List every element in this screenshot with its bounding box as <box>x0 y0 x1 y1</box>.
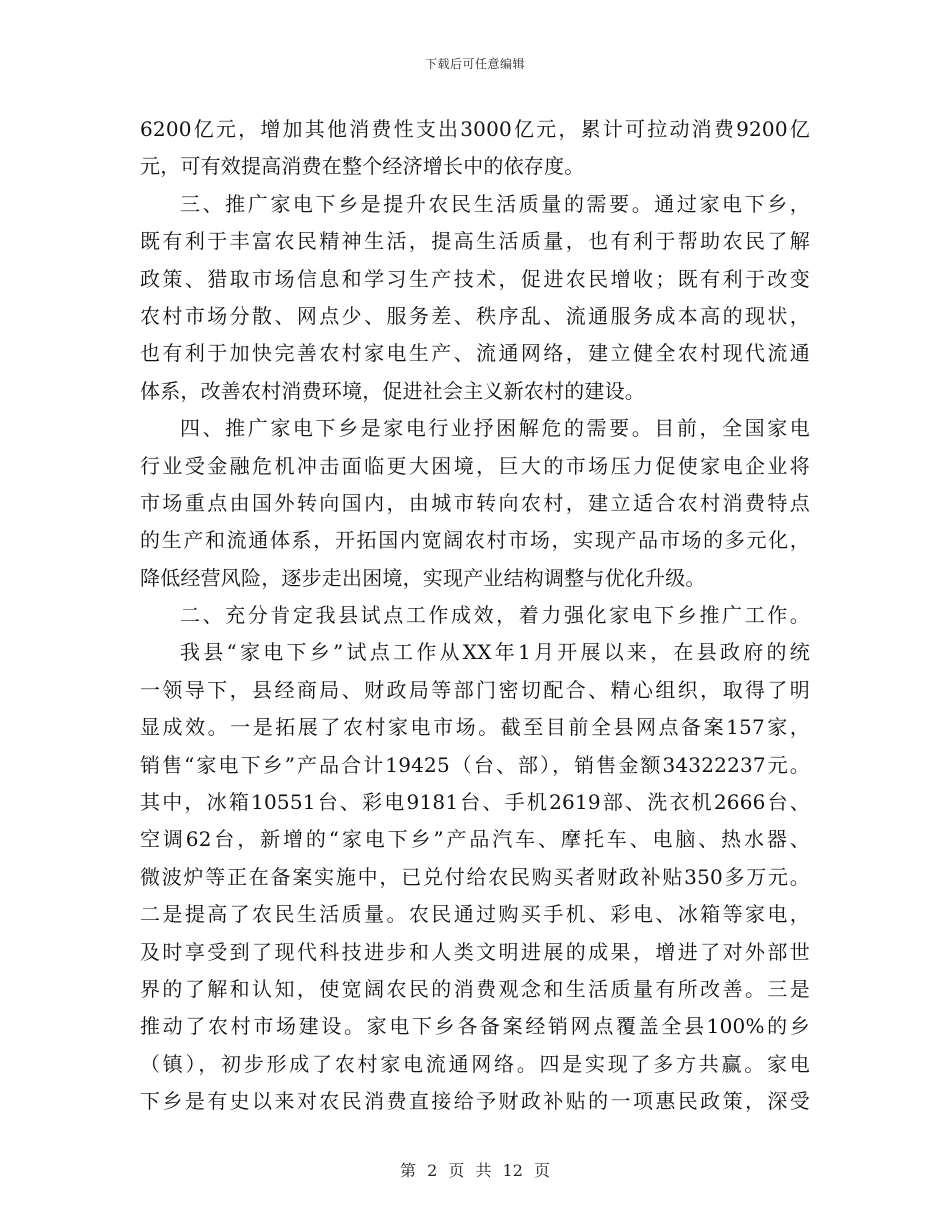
text-line: 二、充分肯定我县试点工作成效，着力强化家电下乡推广工作。 <box>180 603 810 628</box>
text-line: 既有利于丰富农民精神生活，提高生活质量，也有利于帮助农民了解 <box>140 229 810 254</box>
text-line: 我县“家电下乡”试点工作从XX年1月开展以来，在县政府的统 <box>180 640 810 665</box>
text-line: 的生产和流通体系，开拓国内宽阔农村市场，实现产品市场的多元化， <box>140 528 810 553</box>
text-line: 降低经营风险，逐步走出困境，实现产业结构调整与优化升级。 <box>140 565 706 590</box>
text-line: 一领导下，县经商局、财政局等部门密切配合、精心组织，取得了明 <box>140 677 810 702</box>
text-line: 农村市场分散、网点少、服务差、秩序乱、流通服务成本高的现状， <box>140 303 810 328</box>
text-line: 四、推广家电下乡是家电行业抒困解危的需要。目前，全国家电 <box>180 416 810 441</box>
text-line: 其中，冰箱10551台、彩电9181台、手机2619部、洗衣机2666台、 <box>140 790 810 815</box>
page-header: 下载后可任意编辑 <box>424 57 525 71</box>
text-line: 也有利于加快完善农村家电生产、流通网络，建立健全农村现代流通 <box>140 341 810 366</box>
page-footer: 第 2 页 共 12 页 <box>400 1161 550 1180</box>
text-line: 政策、猎取市场信息和学习生产技术，促进农民增收；既有利于改变 <box>140 266 810 291</box>
text-line: 二是提高了农民生活质量。农民通过购买手机、彩电、冰箱等家电， <box>140 902 810 927</box>
text-line: 元，可有效提高消费在整个经济增长中的依存度。 <box>140 154 585 179</box>
text-line: 6200亿元，增加其他消费性支出3000亿元，累计可拉动消费9200亿 <box>140 117 810 141</box>
text-line: 下乡是有史以来对农民消费直接给予财政补贴的一项惠民政策，深受 <box>140 1089 810 1114</box>
text-line: 三、推广家电下乡是提升农民生活质量的需要。通过家电下乡， <box>180 191 810 216</box>
text-line: 空调62台，新增的“家电下乡”产品汽车、摩托车、电脑、热水器、 <box>140 827 810 852</box>
text-line: 推动了农村市场建设。家电下乡各备案经销网点覆盖全县100%的乡 <box>140 1014 810 1039</box>
text-line: 体系，改善农村消费环境，促进社会主义新农村的建设。 <box>140 378 645 403</box>
text-line: 微波炉等正在备案实施中，已兑付给农民购买者财政补贴350多万元。 <box>140 864 810 889</box>
text-line: 市场重点由国外转向国内，由城市转向农村，建立适合农村消费特点 <box>140 490 810 515</box>
text-line: 销售“家电下乡”产品合计19425（台、部），销售金额34322237元。 <box>140 752 810 777</box>
text-line: （镇），初步形成了农村家电流通网络。四是实现了多方共赢。家电 <box>140 1051 810 1076</box>
text-line: 显成效。一是拓展了农村家电市场。截至目前全县网点备案157家， <box>140 715 810 740</box>
document-body <box>140 111 810 1121</box>
text-line: 行业受金融危机冲击面临更大困境，巨大的市场压力促使家电企业将 <box>140 453 810 478</box>
text-line: 及时享受到了现代科技进步和人类文明进展的成果，增进了对外部世 <box>140 939 810 964</box>
text-line: 界的了解和认知，使宽阔农民的消费观念和生活质量有所改善。三是 <box>140 976 810 1001</box>
